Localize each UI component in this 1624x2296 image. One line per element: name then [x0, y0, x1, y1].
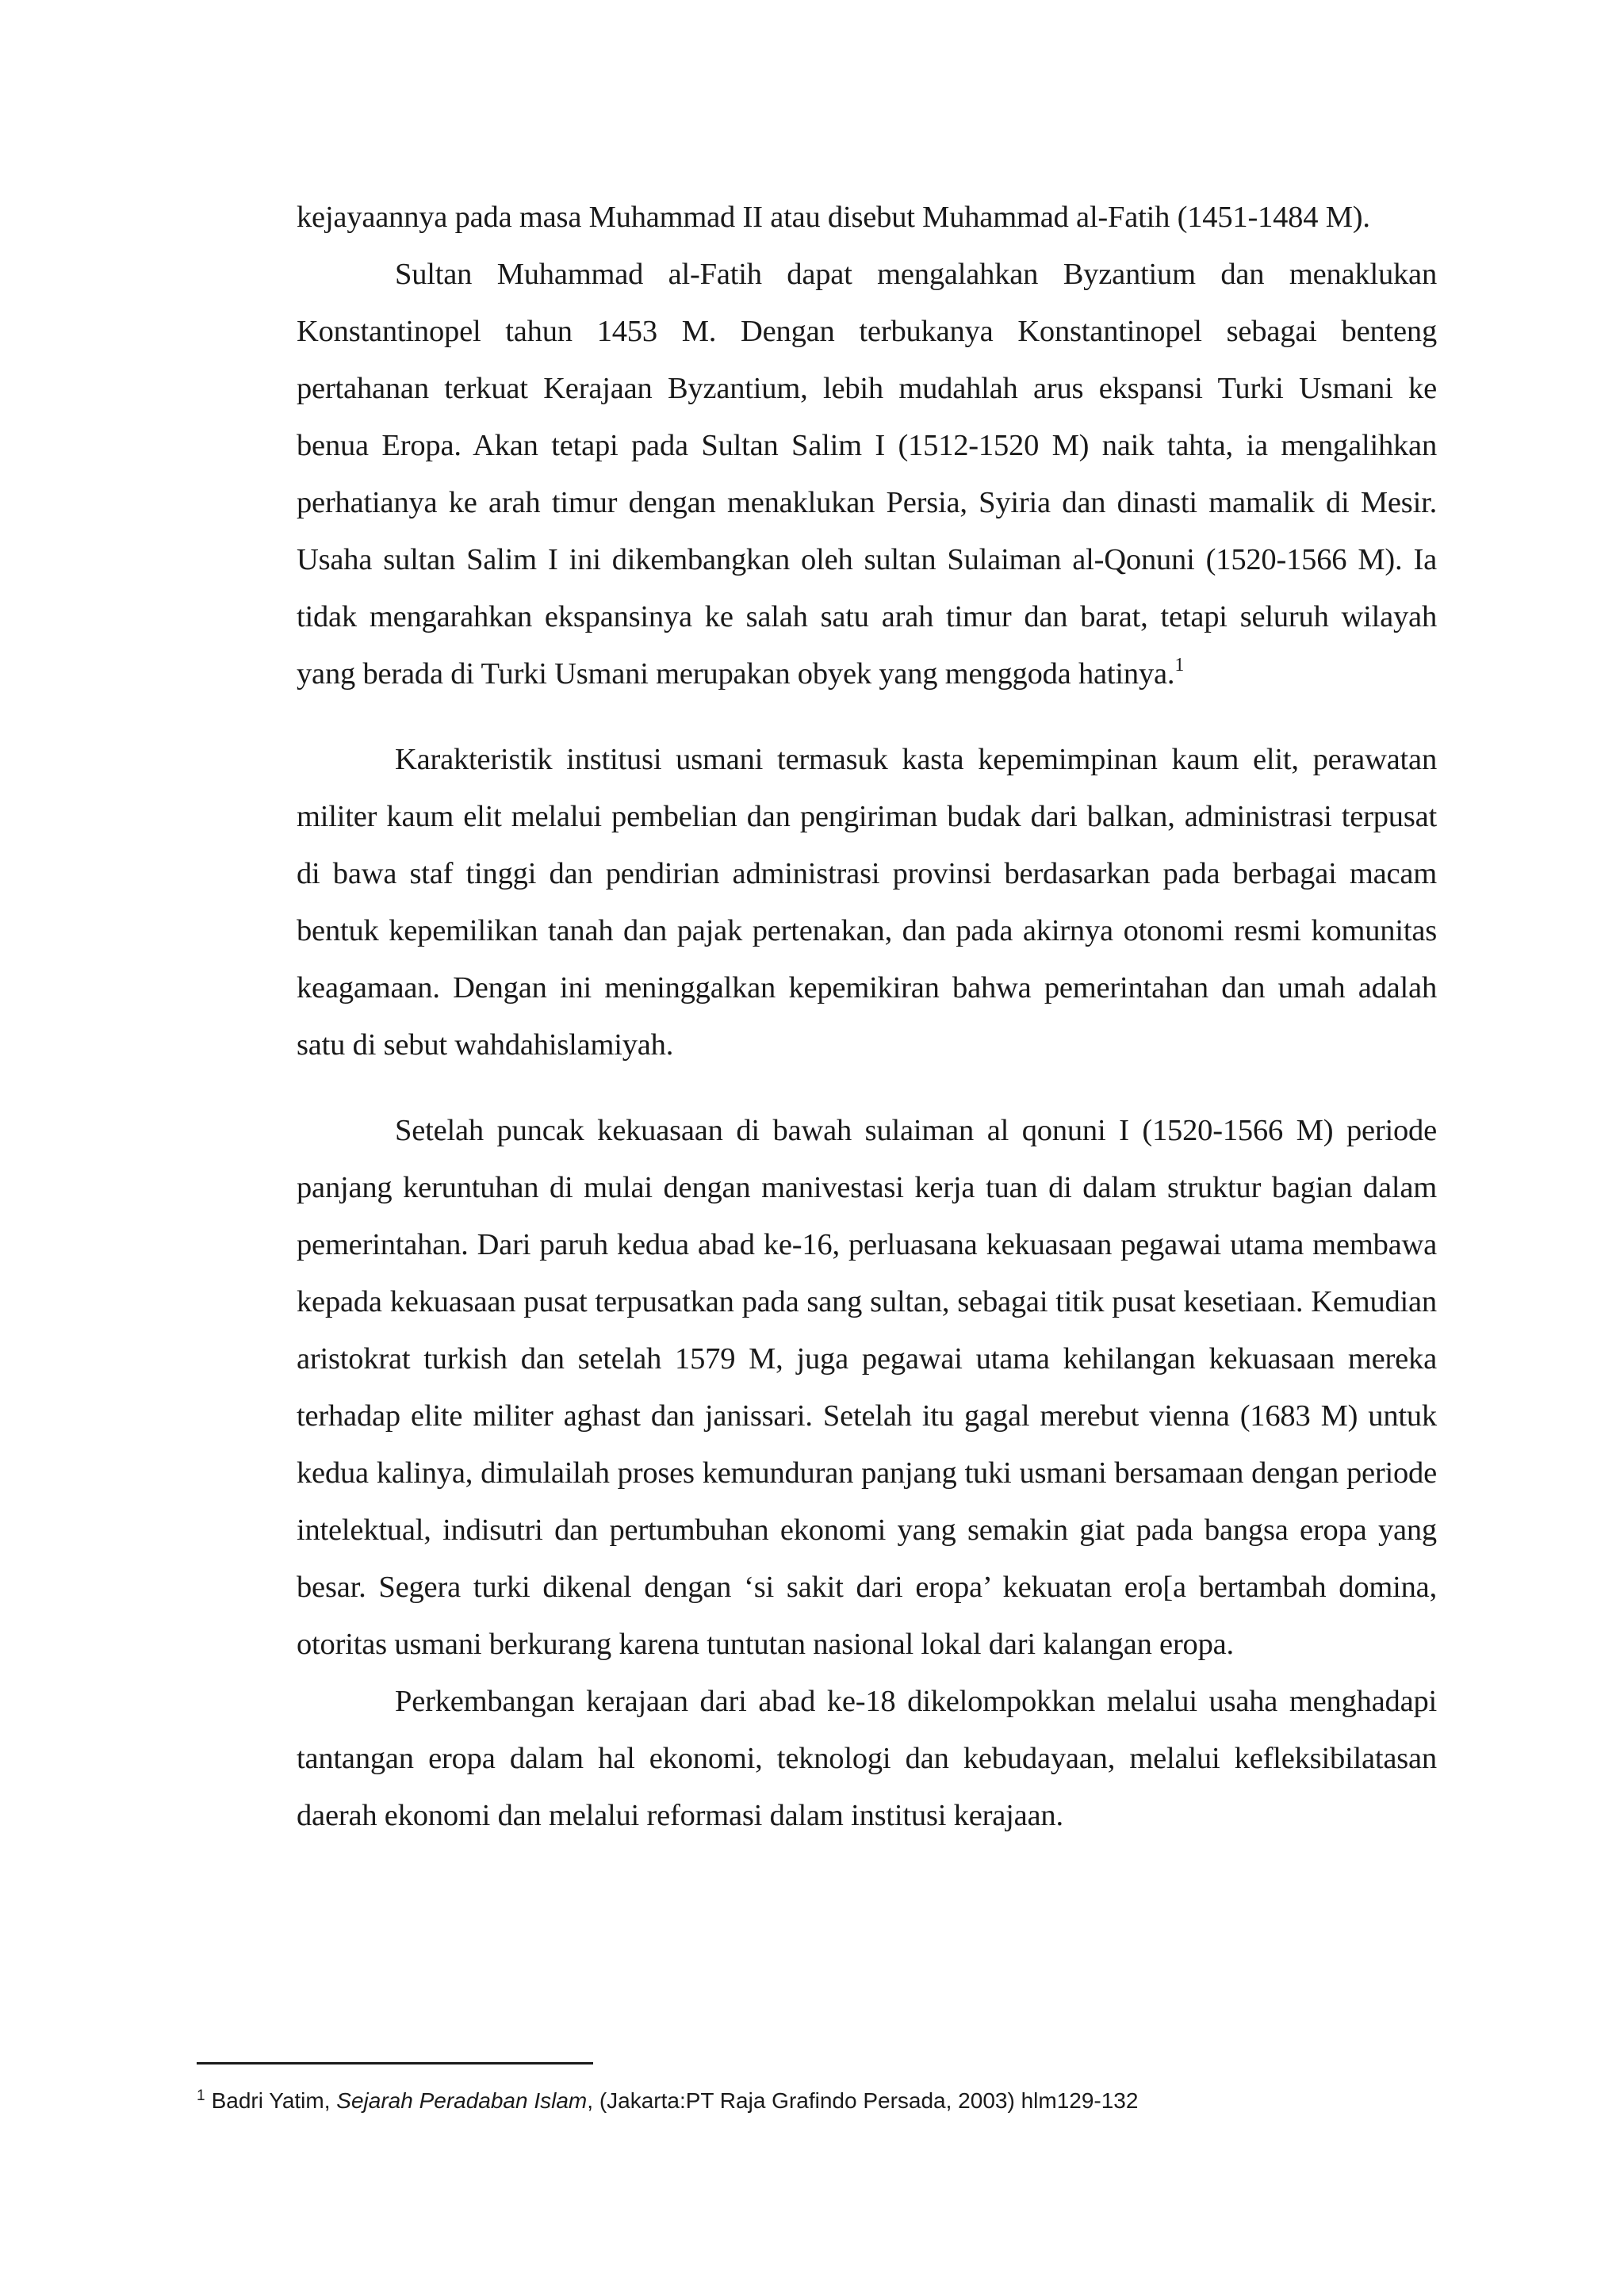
paragraph-3: Karakteristik institusi usmani termasuk kasta kepemimpinan kaum elit, perawatan militer kaum elit melalui pembelian dan pengiriman budak dari balkan, administrasi terpusat di bawa staf tinggi dan pendirian administrasi provinsi berdasarkan pada berbagai macam bentuk kepemilikan tanah dan pajak pertenakan, dan pada akirnya otonomi resmi komunitas keagamaan. Dengan ini meninggalkan kepemikiran bahwa pemerintahan dan umah adalah satu di sebut wahdahislamiyah. [297, 743, 1437, 1062]
paragraph-1: kejayaannya pada masa Muhammad II atau disebut Muhammad al-Fatih (1451-1484 M). [297, 201, 1370, 234]
footnote [197, 2085, 1442, 2117]
paragraph-2: Sultan Muhammad al-Fatih dapat mengalahkan Byzantium dan menaklukan Konstantinopel tahun 1453 M. Dengan terbukanya Konstantinopel sebagai benteng pertahanan terkuat Kerajaan Byzantium, lebih mudahlah arus ekspansi Turki Usmani ke benua Eropa. Akan tetapi pada Sultan Salim I (1512-1520 M) naik tahta, ia mengalihkan perhatianya ke arah timur dengan menaklukan Persia, Syiria dan dinasti mamalik di Mesir. Usaha sultan Salim I ini dikembangkan oleh sultan Sulaiman al-Qonuni (1520-1566 M). Ia tidak mengarahkan ekspansinya ke salah satu arah timur dan barat, tetapi seluruh wilayah yang berada di Turki Usmani merupakan obyek yang menggoda hatinya.$^1$ [297, 258, 1437, 691]
footnote-author: Badri Yatim, [211, 2088, 337, 2113]
footnote-number: 1 [197, 2087, 205, 2104]
footnote-reference[interactable]: 1 [1174, 655, 1185, 676]
footnote-separator [197, 2062, 593, 2064]
paragraph-5: Perkembangan kerajaan dari abad ke-18 dikelompokkan melalui usaha menghadapi tantangan eropa dalam hal ekonomi, teknologi dan kebudayaan, melalui kefleksibilatasan daerah ekonomi dan melalui reformasi dalam institusi kerajaan. [297, 1685, 1437, 1832]
paragraph-4: Setelah puncak kekuasaan di bawah sulaiman al qonuni I (1520-1566 M) periode panjang keruntuhan di mulai dengan manivestasi kerja tuan di dalam struktur bagian dalam pemerintahan. Dari paruh kedua abad ke-16, perluasana kekuasaan pegawai utama membawa kepada kekuasaan pusat terpusatkan pada sang sultan, sebagai titik pusat kesetiaan. Kemudian aristokrat turkish dan setelah 1579 M, juga pegawai utama kehilangan kekuasaan mereka terhadap elite militer aghast dan janissari. Setelah itu gagal merebut vienna (1683 M) untuk kedua kalinya, dimulailah proses kemunduran panjang tuki usmani bersamaan dengan periode intelektual, indisutri dan pertumbuhan ekonomi yang semakin giat pada bangsa eropa yang besar. Segera turki dikenal dengan ‘si sakit dari eropa’ kekuatan ero[a bertambah domina, otoritas usmani berkurang karena tuntutan nasional lokal dari kalangan eropa. [297, 1114, 1437, 1661]
body-text [297, 189, 1437, 1844]
footnote-publication: , (Jakarta:PT Raja Grafindo Persada, 2003) hlm129-132 [587, 2088, 1139, 2113]
footnote-title: Sejarah Peradaban Islam [336, 2088, 588, 2113]
